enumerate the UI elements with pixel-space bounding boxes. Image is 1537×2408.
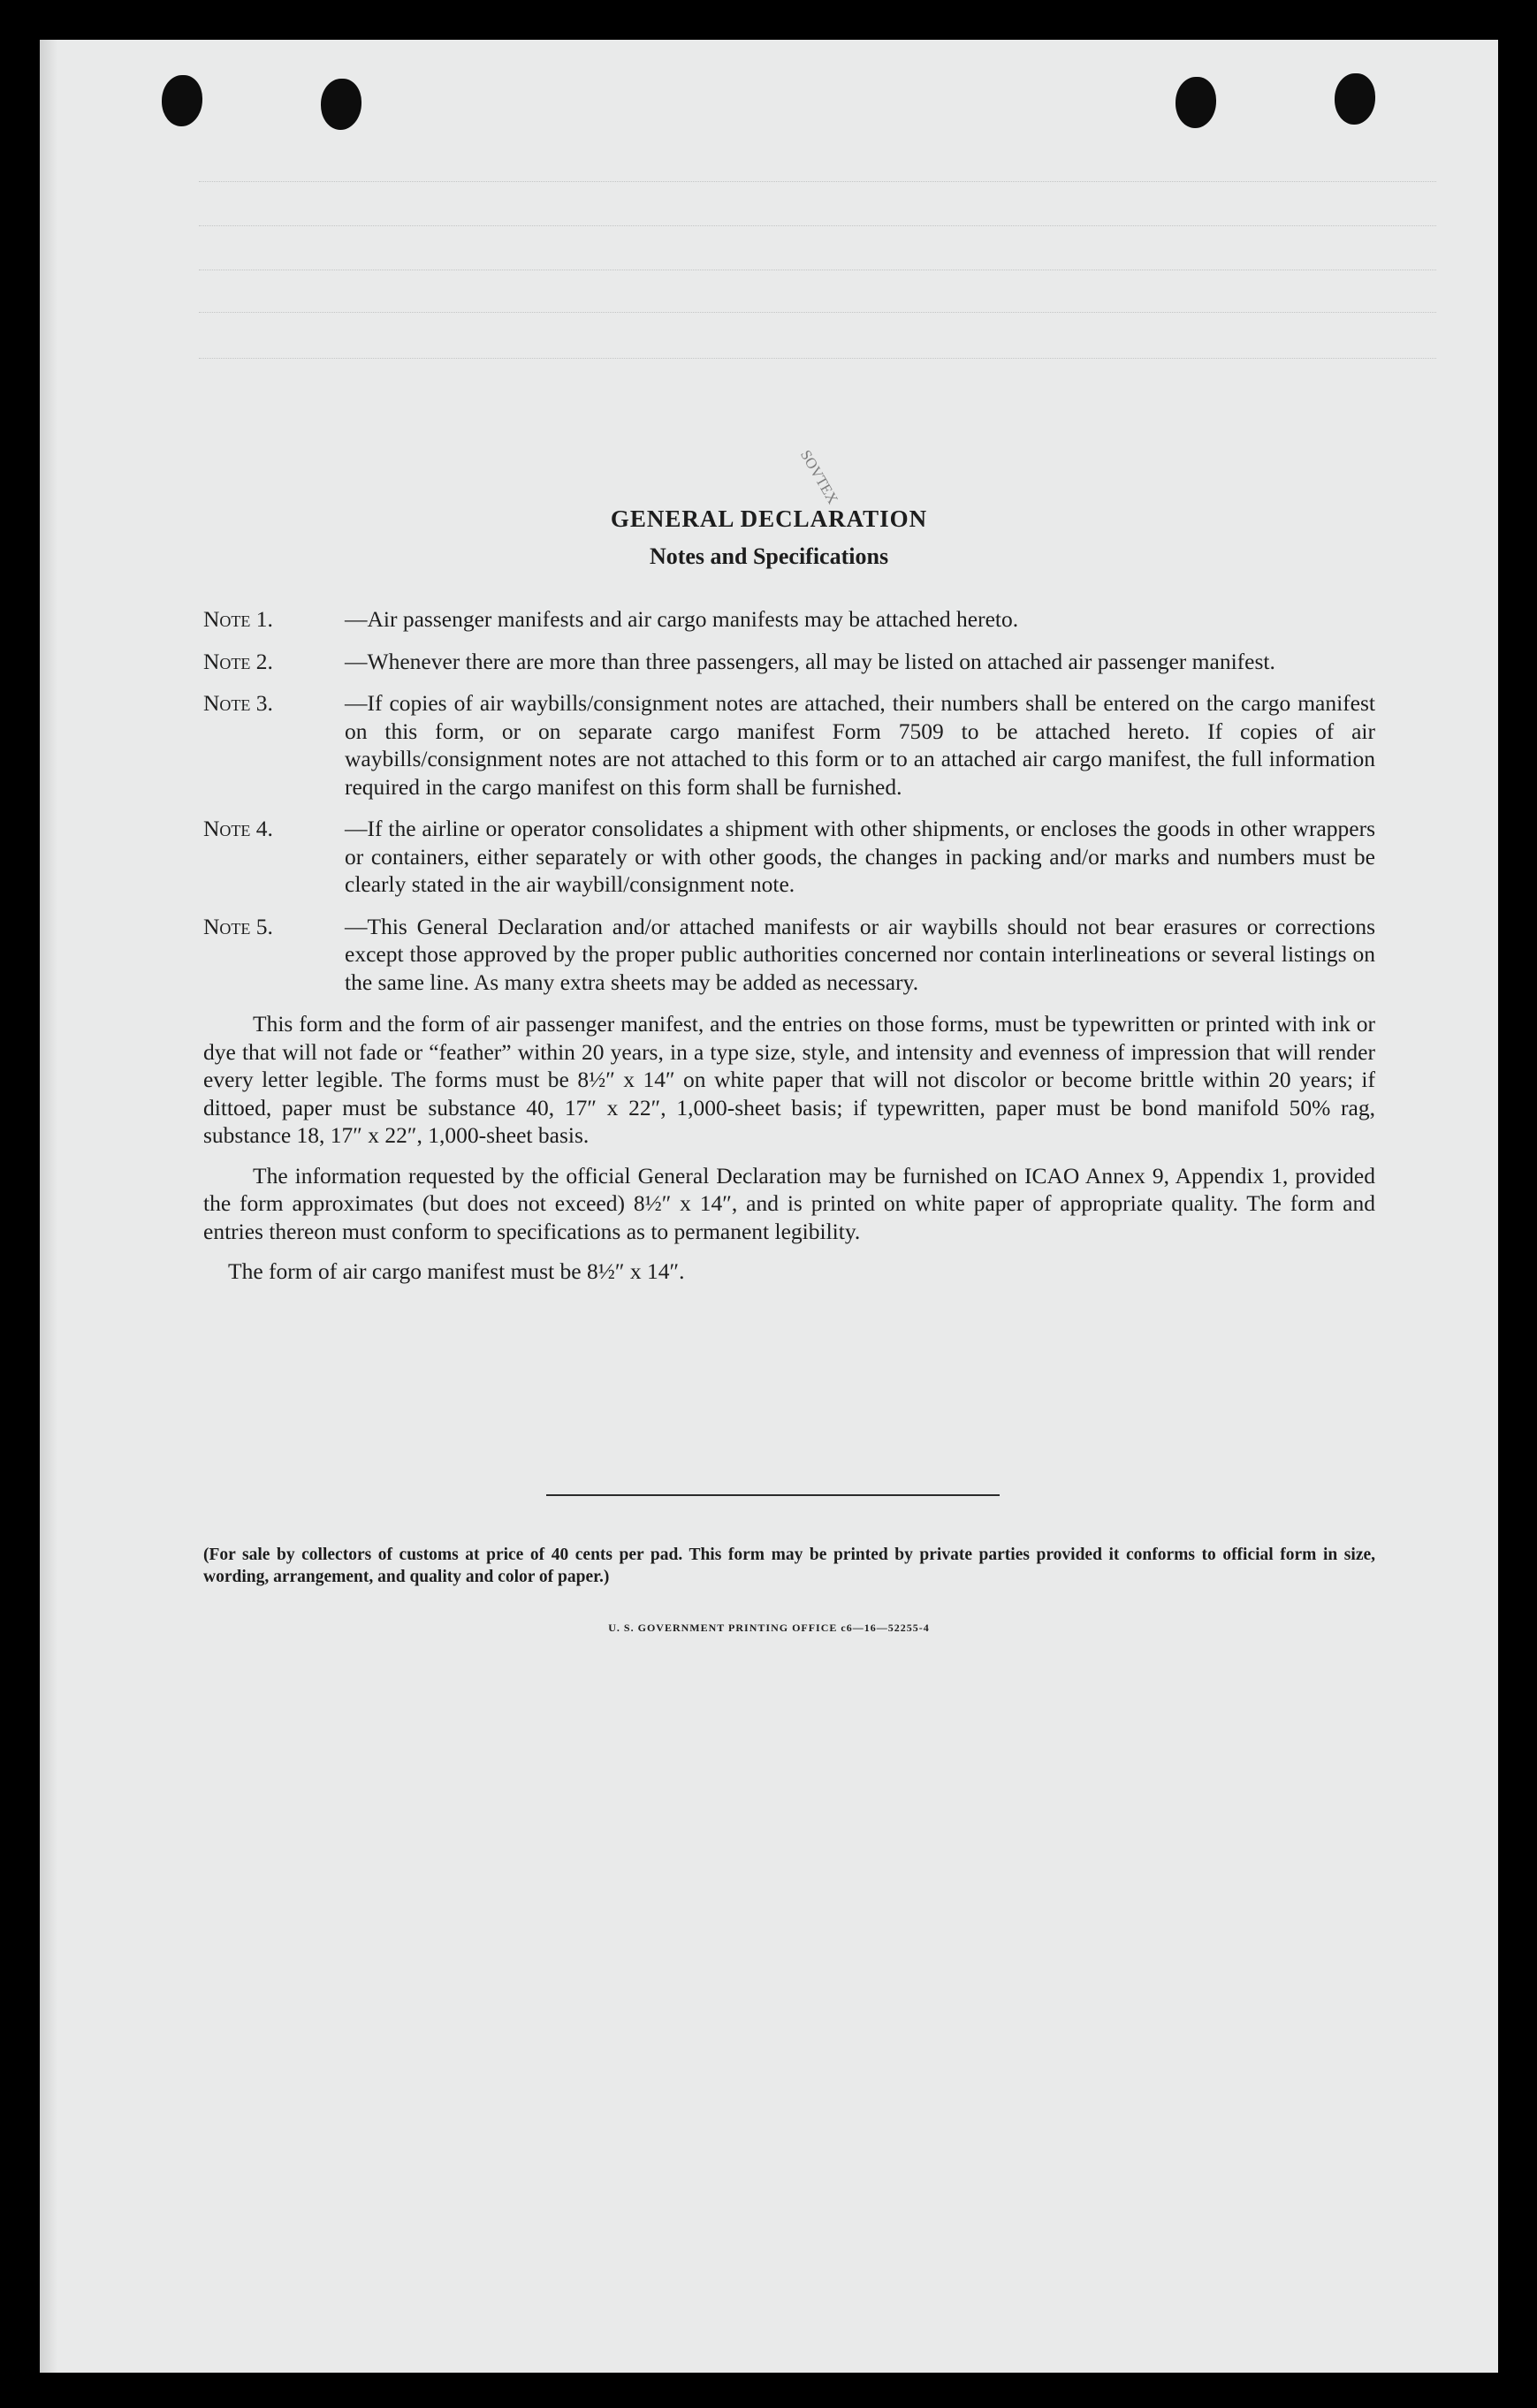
note-label: Note 5. [203, 913, 273, 939]
note-3 [203, 689, 1375, 801]
note-2 [203, 648, 1375, 676]
divider-rule [546, 1494, 1000, 1496]
note-5 [203, 913, 1375, 997]
bleed-through-reverse-side [199, 75, 1472, 517]
note-label: Note 1. [203, 606, 273, 632]
page-title: GENERAL DECLARATION [610, 505, 928, 532]
paragraph-form-specifications: This form and the form of air passenger manifest, and the entries on those forms, must be typewritten or printed with ink or dye that will not fade or “feather” within 20 years, in a type size, style, and intensity and evenness of impression that will render every letter legible. The forms must be 8½″ x 14″ on white paper that will not discolor or become brittle within 20 years; if dittoed, paper must be substance 40, 17″ x 22″, 1,000-sheet basis; if typewritten, paper must be bond manifold 50% rag, substance 18, 17″ x 22″, 1,000-sheet basis. [203, 1011, 1375, 1148]
note-label: Note 4. [203, 816, 273, 841]
note-label: Note 3. [203, 690, 273, 716]
note-1 [203, 605, 1375, 634]
notes-section [203, 605, 1375, 1298]
note-text: —Air passenger manifests and air cargo manifests may be attached hereto. [345, 606, 1019, 632]
printing-office-imprint: U. S. GOVERNMENT PRINTING OFFICE c6—16—52255-4 [608, 1622, 930, 1634]
sale-notice: (For sale by collectors of customs at price of 40 cents per pad. This form may be printed by private parties provided it conforms to official form in size, wording, arrangement, and quality and color of paper.) [203, 1546, 1375, 1586]
note-text: —Whenever there are more than three passengers, all may be listed on attached air passenger manifest. [345, 648, 1275, 674]
note-4 [203, 815, 1375, 899]
page-subtitle: Notes and Specifications [649, 543, 889, 569]
paragraph-cargo-manifest-size: The form of air cargo manifest must be 8½″ x 14″. [228, 1258, 685, 1284]
note-text: —If the airline or operator consolidates a shipment with other shipments, or encloses the goods in other wrappers or containers, either separately or with other goods, the changes in packing and/or marks and numbers must be clearly stated in the air waybill/consignment note. [345, 816, 1375, 897]
page-shadow-edge [40, 40, 57, 2373]
punch-hole-left-1 [162, 75, 202, 126]
note-label: Note 2. [203, 648, 273, 674]
note-text: —This General Declaration and/or attached manifests or air waybills should not bear erasures or corrections except those approved by the proper public authorities concerned nor contain interlineations or several listings on the same line. As many extra sheets may be added as necessary. [345, 913, 1375, 995]
faint-stamp-mark: SOVTEX [796, 446, 841, 507]
note-text: —If copies of air waybills/consignment notes are attached, their numbers shall be entered on the cargo manifest on this form, or on separate cargo manifest Form 7509 to be attached hereto. If copies of air waybills/consignment notes are not attached to this form or to an attached air cargo manifest, the full information required in the cargo manifest on this form shall be furnished. [345, 690, 1375, 800]
document-page [40, 40, 1498, 2373]
paragraph-icao-annex: The information requested by the official General Declaration may be furnished on ICAO Annex 9, Appendix 1, provided the form approximates (but does not exceed) 8½″ x 14″, and is printed on white paper of appropriate quality. The form and entries thereon must conform to specifications as to permanent legibility. [203, 1162, 1375, 1244]
